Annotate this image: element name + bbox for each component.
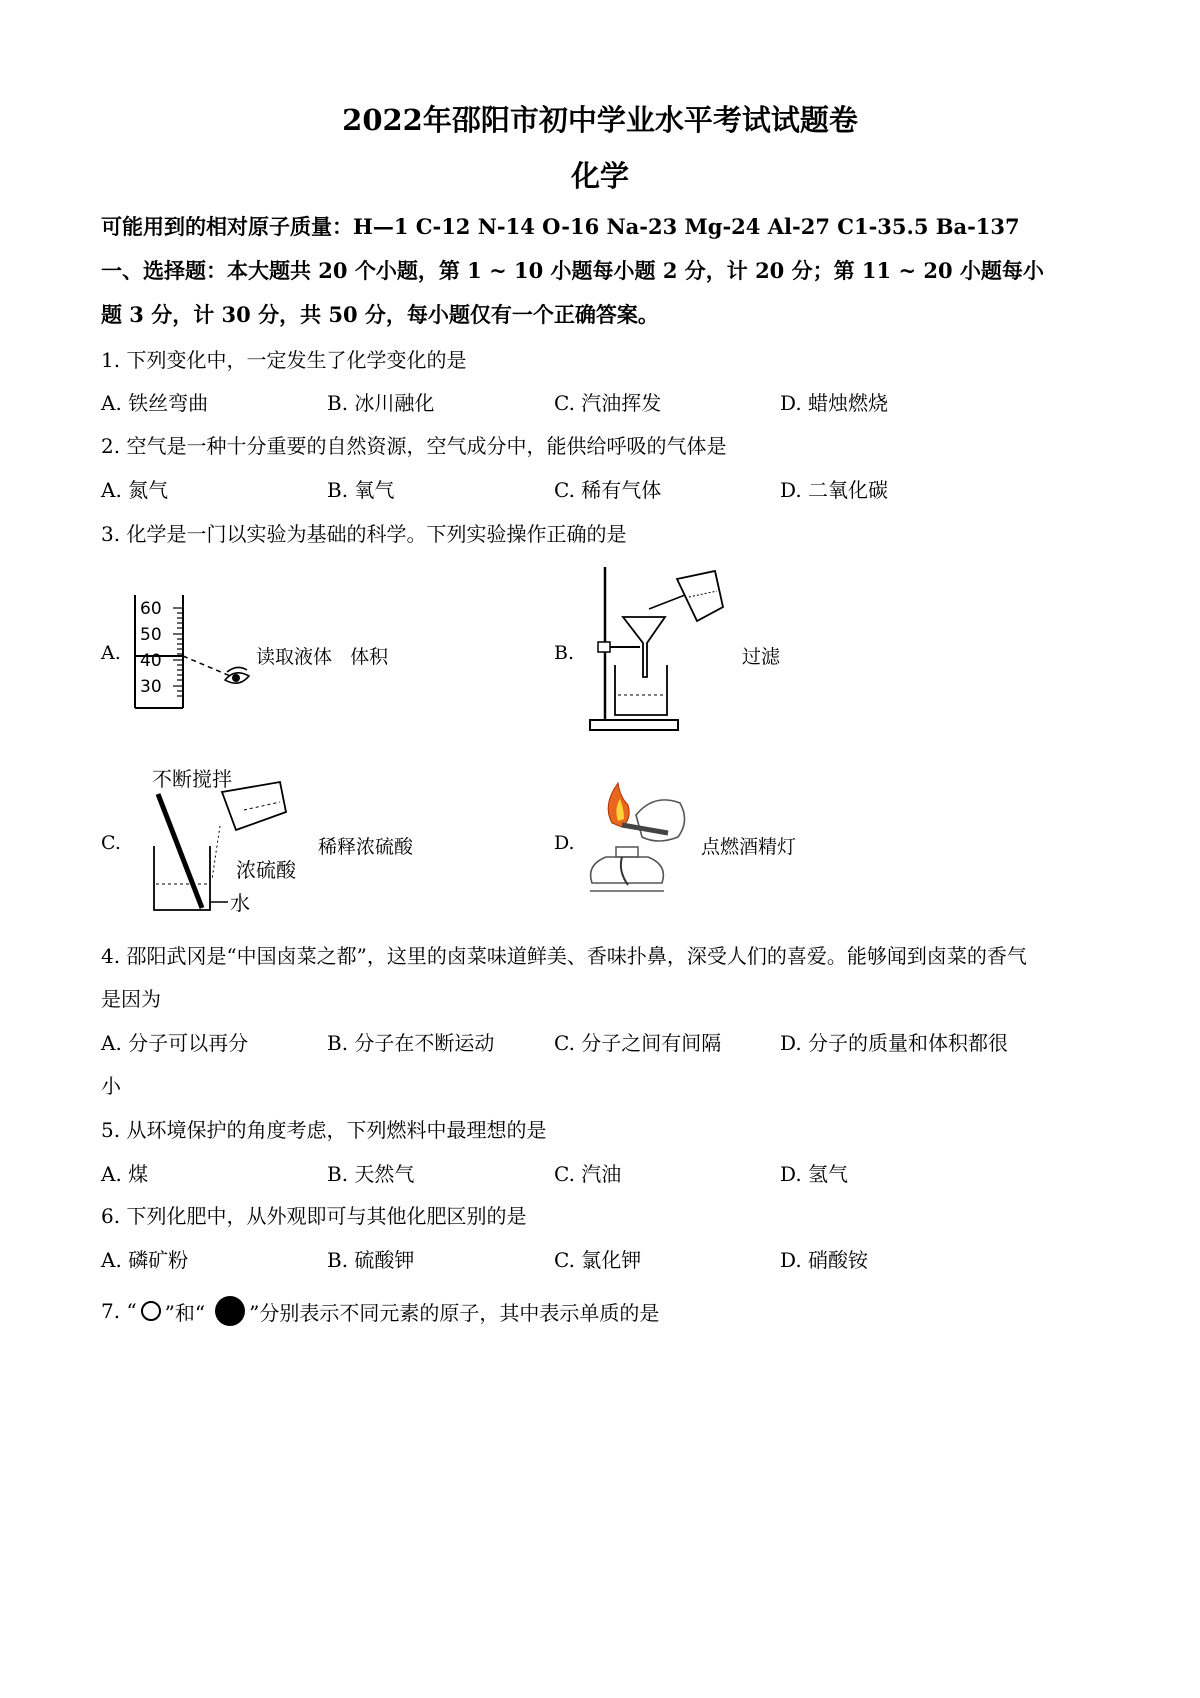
q3-option-d-letter: D. [554, 832, 575, 854]
cylinder-tick-50: 50 [140, 625, 162, 645]
q3-option-b-letter: B. [554, 642, 575, 664]
section1-line2: 题 3 分，计 30 分，共 50 分，每小题仅有一个正确答案。 [101, 302, 659, 327]
question-4-stem-line1: 4. 邵阳武冈是“中国卤菜之都”，这里的卤菜味道鲜美、香味扑鼻，深受人们的喜爱。能够闻到卤菜的香气 [101, 944, 1027, 968]
question-1-stem: 1. 下列变化中，一定发生了化学变化的是 [101, 348, 467, 372]
q5-option-d: D. 氢气 [780, 1162, 849, 1186]
filtration-figure [585, 565, 730, 737]
q1-option-d: D. 蜡烛燃烧 [780, 391, 889, 415]
q6-option-c: C. 氯化钾 [554, 1248, 642, 1272]
q2-option-b: B. 氧气 [327, 478, 395, 502]
atomic-masses: 可能用到的相对原子质量：H—1 C-12 N-14 O-16 Na-23 Mg-24 Al-27 C1-35.5 Ba-137 [101, 214, 1020, 239]
q2-option-d: D. 二氧化碳 [780, 478, 889, 502]
q4-option-a: A. 分子可以再分 [101, 1031, 249, 1055]
alcohol-lamp-figure [582, 775, 702, 903]
hollow-circle-icon [141, 1301, 161, 1321]
q3-option-b-text: 过滤 [742, 646, 781, 668]
dilute-acid-figure [140, 762, 320, 920]
q2-option-c: C. 稀有气体 [554, 478, 662, 502]
stir-label: 不断搅拌 [152, 767, 232, 791]
q5-option-a: A. 煤 [101, 1162, 149, 1186]
q3-option-c-letter: C. [101, 832, 121, 854]
q3-option-d-text: 点燃酒精灯 [701, 836, 797, 858]
acid-label: 浓硫酸 [236, 858, 296, 882]
cylinder-tick-60: 60 [140, 599, 162, 619]
q7-suffix: ”分别表示不同元素的原子，其中表示单质的是 [249, 1300, 660, 1325]
q6-option-a: A. 磷矿粉 [101, 1248, 189, 1272]
q7-prefix: 7. “ [101, 1299, 137, 1323]
solid-circle-icon [215, 1296, 245, 1326]
q6-option-b: B. 硫酸钾 [327, 1248, 415, 1272]
q6-option-d: D. 硝酸铵 [780, 1248, 869, 1272]
q1-option-c: C. 汽油挥发 [554, 391, 662, 415]
question-4-stem-line2: 是因为 [101, 987, 161, 1011]
q4-option-d-wrap: 小 [101, 1074, 121, 1098]
question-7-stem [101, 1296, 659, 1326]
q1-option-b: B. 冰川融化 [327, 391, 435, 415]
exam-title: 2022年邵阳市初中学业水平考试试题卷 [342, 103, 858, 137]
q3-option-c-text: 稀释浓硫酸 [318, 836, 414, 858]
q3-option-a-letter: A. [101, 642, 121, 664]
q4-option-c: C. 分子之间有间隔 [554, 1031, 722, 1055]
q7-mid: ”和“ [164, 1300, 206, 1325]
question-3-stem: 3. 化学是一门以实验为基础的科学。下列实验操作正确的是 [101, 522, 627, 546]
q2-option-a: A. 氮气 [101, 478, 169, 502]
q4-option-d: D. 分子的质量和体积都很 [780, 1031, 1009, 1055]
question-2-stem: 2. 空气是一种十分重要的自然资源，空气成分中，能供给呼吸的气体是 [101, 434, 727, 458]
graduated-cylinder-figure [125, 590, 265, 720]
question-5-stem: 5. 从环境保护的角度考虑，下列燃料中最理想的是 [101, 1118, 547, 1142]
q4-option-b: B. 分子在不断运动 [327, 1031, 495, 1055]
cylinder-tick-40: 40 [140, 651, 162, 671]
q5-option-c: C. 汽油 [554, 1162, 622, 1186]
subject-title: 化学 [570, 159, 629, 193]
cylinder-tick-30: 30 [140, 677, 162, 697]
q5-option-b: B. 天然气 [327, 1162, 415, 1186]
water-label: 水 [230, 891, 250, 915]
question-6-stem: 6. 下列化肥中，从外观即可与其他化肥区别的是 [101, 1204, 527, 1228]
q3-option-a-text: 读取液体 体积 [256, 646, 389, 668]
section1-line1: 一、选择题：本大题共 20 个小题，第 1 ~ 10 小题每小题 2 分，计 20 分；第 11 ~ 20 小题每小 [101, 258, 1044, 283]
q1-option-a: A. 铁丝弯曲 [101, 391, 209, 415]
